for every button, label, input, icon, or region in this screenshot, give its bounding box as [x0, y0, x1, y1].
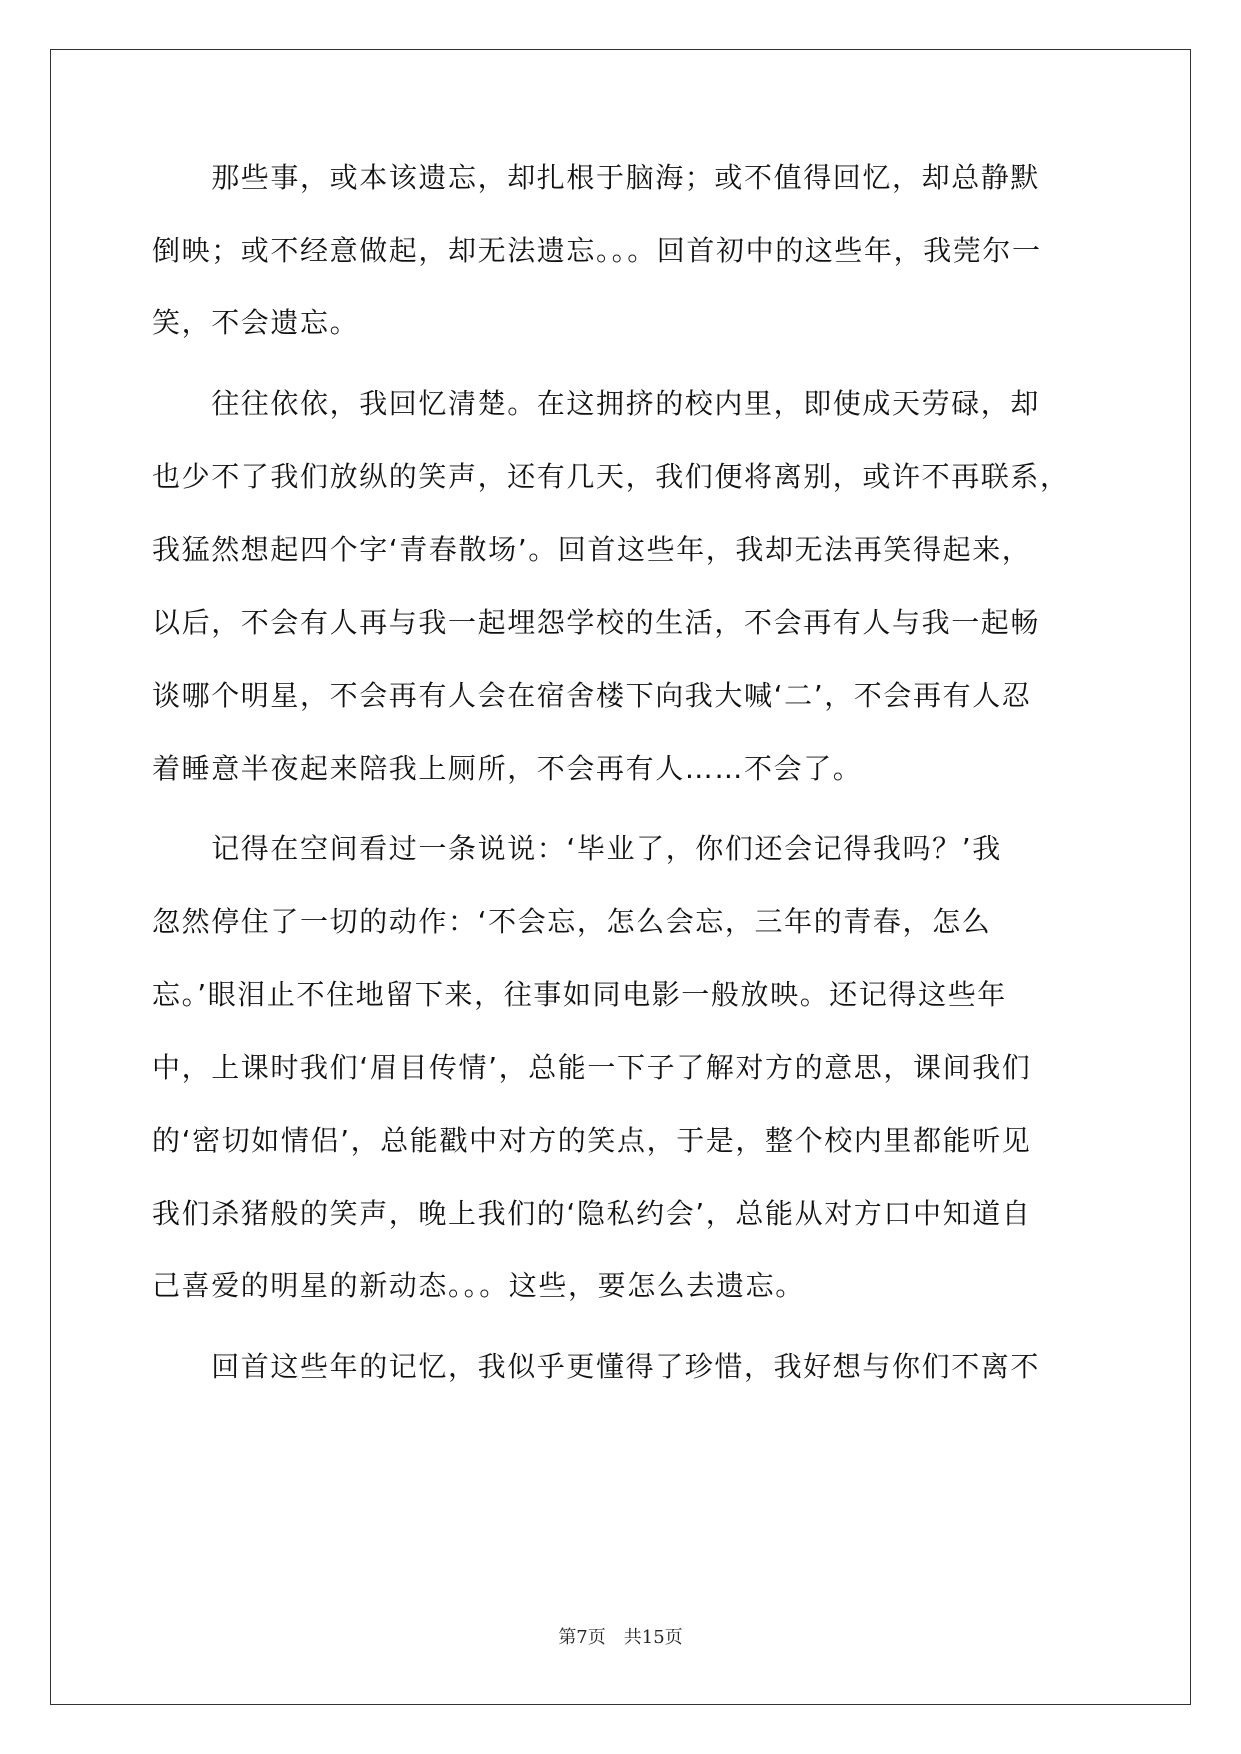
text-line-2: 倒映；或不经意做起，却无法遗忘。。。回首初中的这些年，我莞尔一 — [152, 234, 1042, 267]
text-line-3: 笑，不会遗忘。 — [152, 306, 360, 339]
text-line-9: 着睡意半夜起来陪我上厕所，不会再有人……不会了。 — [152, 752, 863, 785]
text-line-5: 也少不了我们放纵的笑声，还有几天，我们便将离别，或许不再联系， — [152, 460, 1070, 493]
text-line-14: 的‘密切如情侣’，总能戳中对方的笑点，于是，整个校内里都能听见 — [152, 1124, 1032, 1157]
text-line-13: 中，上课时我们‘眉目传情’，总能一下子了解对方的意思，课间我们 — [152, 1051, 1032, 1084]
text-line-6: 我猛然想起四个字‘青春散场’。回首这些年，我却无法再笑得起来， — [152, 533, 1032, 566]
text-line-7: 以后，不会有人再与我一起埋怨学校的生活，不会再有人与我一起畅 — [152, 606, 1041, 639]
text-line-12: 忘。’眼泪止不住地留下来，往事如同电影一般放映。还记得这些年 — [152, 978, 1007, 1011]
text-line-16: 己喜爱的明星的新动态。。。这些，要怎么去遗忘。 — [152, 1269, 805, 1302]
text-line-8: 谈哪个明星，不会再有人会在宿舍楼下向我大喊‘二’，不会再有人忍 — [152, 679, 1032, 712]
text-line-1: 那些事，或本该遗忘，却扎根于脑海；或不值得回忆，却总静默 — [152, 161, 1041, 194]
page-border — [50, 49, 1191, 1705]
text-line-17: 回首这些年的记忆，我似乎更懂得了珍惜，我好想与你们不离不 — [152, 1350, 1041, 1383]
text-line-4: 往往依依，我回忆清楚。在这拥挤的校内里，即使成天劳碌，却 — [152, 387, 1041, 420]
text-line-10: 记得在空间看过一条说说：‘毕业了，你们还会记得我吗？’我 — [152, 832, 1002, 865]
page-number: 第7页 共15页 — [558, 1627, 683, 1648]
text-line-11: 忽然停住了一切的动作：‘不会忘，怎么会忘，三年的青春，怎么 — [152, 905, 992, 938]
page-footer — [0, 1623, 1241, 1649]
text-line-15: 我们杀猪般的笑声，晚上我们的‘隐私约会’，总能从对方口中知道自 — [152, 1197, 1032, 1230]
